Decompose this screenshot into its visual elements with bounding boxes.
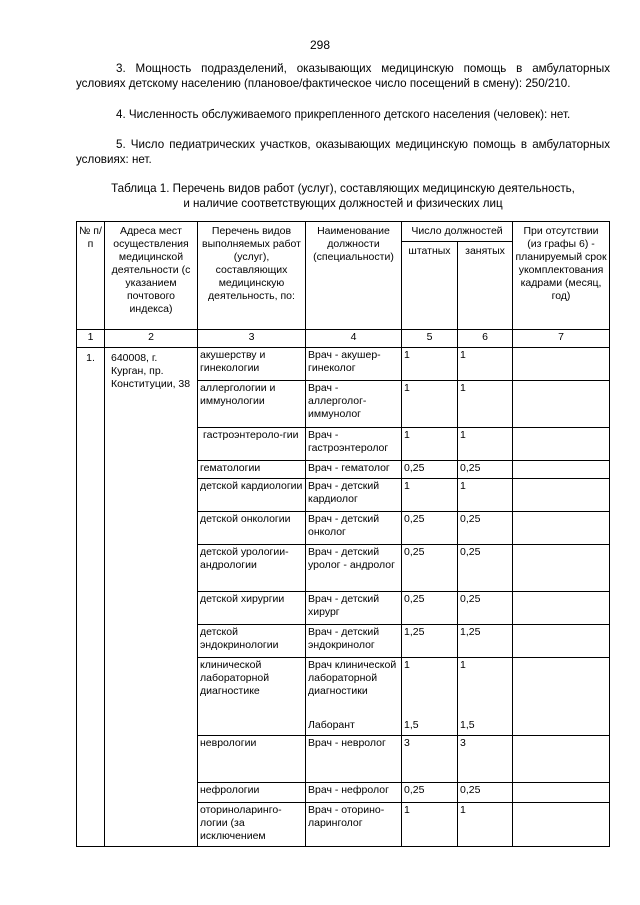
header-plan: При отсутствии (из графы 6) - планируемый срок укомплектования кадрами (месяц, год): [513, 222, 610, 330]
col-number: 5: [402, 330, 458, 348]
col-number: 6: [458, 330, 513, 348]
work-cell: неврологии: [198, 736, 306, 783]
staff-cell: 0,25: [402, 461, 458, 479]
work-cell: детской онкологии: [198, 512, 306, 545]
col-number: 7: [513, 330, 610, 348]
staff-cell: 1: [402, 658, 458, 718]
work-cell: гастроэнтероло-гии: [198, 428, 306, 461]
work-cell: клинической лабораторной диагностике: [198, 658, 306, 736]
column-numbers-row: [77, 330, 610, 348]
staff-cell: 1: [402, 428, 458, 461]
staff-cell: 0,25: [402, 545, 458, 592]
page-number: 298: [309, 38, 331, 52]
staff-cell: 0,25: [402, 512, 458, 545]
occupied-cell: 0,25: [458, 461, 513, 479]
staff-cell: 3: [402, 736, 458, 783]
occupied-cell: 0,25: [458, 512, 513, 545]
work-cell: нефрологии: [198, 783, 306, 803]
position-cell: Врач - детский кардиолог: [306, 479, 402, 512]
position-cell: Врач - аллерголог-иммунолог: [306, 381, 402, 428]
staff-cell: 1: [402, 348, 458, 381]
plan-cell: [513, 658, 610, 736]
occupied-cell: 1: [458, 479, 513, 512]
header-occupied: занятых: [458, 242, 513, 330]
plan-cell: [513, 479, 610, 512]
position-cell: Врач - акушер-гинеколог: [306, 348, 402, 381]
plan-cell: [513, 592, 610, 625]
position-cell: Врач - детский онколог: [306, 512, 402, 545]
plan-cell: [513, 545, 610, 592]
staff-cell: 1,5: [402, 718, 458, 736]
staff-cell: 1: [402, 479, 458, 512]
position-cell: Врач - нефролог: [306, 783, 402, 803]
header-position: Наименование должности (специальности): [306, 222, 402, 330]
work-cell: оториноларинго-логии (за исключением: [198, 803, 306, 847]
occupied-cell: 1: [458, 348, 513, 381]
work-cell: детской урологии-андрологии: [198, 545, 306, 592]
occupied-cell: 1: [458, 381, 513, 428]
row-number: 1.: [77, 348, 105, 847]
position-cell: Врач - гастроэнтеролог: [306, 428, 402, 461]
plan-cell: [513, 803, 610, 847]
occupied-cell: 0,25: [458, 783, 513, 803]
staff-cell: 0,25: [402, 783, 458, 803]
header-address: Адреса мест осуществления медицинской деятельности (с указанием почтового индекса): [105, 222, 198, 330]
work-cell: детской кардиологии: [198, 479, 306, 512]
work-cell: аллергологии и иммунологии: [198, 381, 306, 428]
position-cell: Лаборант: [306, 718, 402, 736]
position-cell: Врач - невролог: [306, 736, 402, 783]
plan-cell: [513, 736, 610, 783]
col-number: 1: [77, 330, 105, 348]
work-cell: акушерству и гинекологии: [198, 348, 306, 381]
header-count-group: Число должностей: [402, 222, 513, 242]
address-cell: 640008, г. Курган, пр. Конституции, 38: [105, 348, 198, 847]
staff-cell: 0,25: [402, 592, 458, 625]
plan-cell: [513, 348, 610, 381]
position-cell: Врач - гематолог: [306, 461, 402, 479]
staff-cell: 1: [402, 803, 458, 847]
table-row: [77, 348, 610, 381]
occupied-cell: 3: [458, 736, 513, 783]
plan-cell: [513, 461, 610, 479]
plan-cell: [513, 625, 610, 658]
work-cell: детской хирургии: [198, 592, 306, 625]
paragraph-5: [76, 137, 610, 167]
occupied-cell: 1: [458, 658, 513, 718]
caption-line-2: и наличие соответствующих должностей и физических лиц: [183, 197, 503, 210]
col-number: 3: [198, 330, 306, 348]
paragraph-3-text: 3. Мощность подразделений, оказывающих медицинскую помощь в амбулаторных условиях детскому населению (плановое/фактическое число посещений в смену): 250/210.: [76, 62, 610, 90]
staff-cell: 1: [402, 381, 458, 428]
occupied-cell: 0,25: [458, 545, 513, 592]
occupied-cell: 1: [458, 803, 513, 847]
paragraph-3: [76, 61, 610, 91]
position-cell: Врач - детский хирург: [306, 592, 402, 625]
position-cell: Врач - детский уролог - андролог: [306, 545, 402, 592]
plan-cell: [513, 428, 610, 461]
col-number: 4: [306, 330, 402, 348]
occupied-cell: 1,5: [458, 718, 513, 736]
occupied-cell: 1: [458, 428, 513, 461]
plan-cell: [513, 381, 610, 428]
services-table: [76, 221, 610, 847]
work-cell: гематологии: [198, 461, 306, 479]
position-cell: Врач - детский эндокринолог: [306, 625, 402, 658]
staff-cell: 1,25: [402, 625, 458, 658]
occupied-cell: 1,25: [458, 625, 513, 658]
paragraph-4-text: 4. Численность обслуживаемого прикрепленного детского населения (человек): нет.: [116, 108, 571, 121]
paragraph-5-text: 5. Число педиатрических участков, оказывающих медицинскую помощь в амбулаторных условиях: нет.: [76, 138, 610, 166]
header-num: № п/п: [77, 222, 105, 330]
work-cell: детской эндокринологии: [198, 625, 306, 658]
table-caption: [76, 181, 610, 211]
occupied-cell: 0,25: [458, 592, 513, 625]
position-cell: Врач - оторино-ларинголог: [306, 803, 402, 847]
col-number: 2: [105, 330, 198, 348]
caption-line-1: Таблица 1. Перечень видов работ (услуг), составляющих медицинскую деятельность,: [111, 182, 575, 195]
plan-cell: [513, 783, 610, 803]
header-staff: штатных: [402, 242, 458, 330]
header-works: Перечень видов выполняемых работ (услуг), составляющих медицинскую деятельность, по:: [198, 222, 306, 330]
plan-cell: [513, 512, 610, 545]
paragraph-4: [76, 107, 610, 122]
position-cell: Врач клинической лабораторной диагностики: [306, 658, 402, 718]
